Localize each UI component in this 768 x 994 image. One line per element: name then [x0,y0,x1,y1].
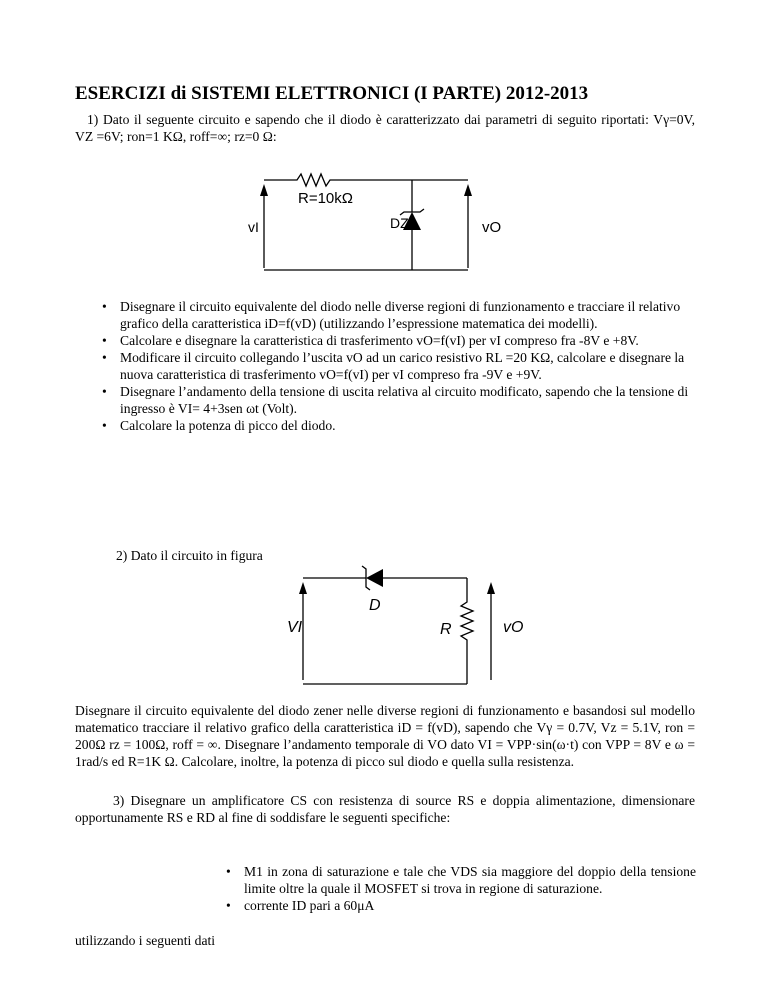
list-item: • Disegnare l’andamento della tensione di uscita relativa al circuito modificato, sapendo che la tensione di ingresso è VI= 4+3sen ωt (Volt). [100,383,690,417]
list-item: • M1 in zona di saturazione e tale che VDS sia maggiore del doppio della tensione limite oltre la quale il MOSFET si trova in regione di saturazione. [224,863,696,897]
output-voltage-label: vO [482,219,502,236]
diode-label: D [369,597,381,614]
circuit-2-diagram [285,560,545,690]
exercise-3-specs [224,863,696,914]
list-item: • Calcolare la potenza di picco del diodo. [100,417,690,434]
resistor-label: R=10kΩ [298,190,353,207]
page-title: ESERCIZI di SISTEMI ELETTRONICI (I PARTE) 2012-2013 [75,83,589,104]
exercise-1-intro: 1) Dato il seguente circuito e sapendo che il diodo è caratterizzato dai parametri di seguito riportati: Vγ=0V, VZ =6V; ron=1 KΩ, roff=∞; rz=0 Ω: [75,112,695,144]
exercise-2-body: Disegnare il circuito equivalente del diodo zener nelle diverse regioni di funzionamento e basandosi sul modello matematico tracciare il relativo grafico della caratteristica iD = f(vD), sapendo che Vγ = 0.7V, Vz = 5.1V, ron = 200Ω rz = 100Ω, roff = ∞. Disegnare l’andamento temporale di VO dato VI = VPP·sin(ω·t) con VPP = 8V e ω = 1rad/s ed R=1K Ω. Calcolare, inoltre, la potenza di picco sul diodo e quella sulla resistenza. [75,703,695,769]
exercise-1-tasks [100,298,690,434]
zener-label: DZ [390,215,409,231]
resistor-label: R [440,621,452,638]
list-item: • corrente ID pari a 60μA [224,897,696,914]
exercise-3-intro: 3) Disegnare un amplificatore CS con resistenza di source RS e doppia alimentazione, dimensionare opportunamente RS e RD al fine di soddisfare le seguenti specifiche: [75,793,695,825]
output-voltage-label: vO [503,619,524,636]
list-item: • Modificare il circuito collegando l’uscita vO ad un carico resistivo RL =20 KΩ, calcolare e disegnare la nuova caratteristica di trasferimento vO=f(vI) per vI compreso fra -9V e +9V. [100,349,690,383]
input-voltage-label: VI [287,619,303,636]
list-item: • Calcolare e disegnare la caratteristica di trasferimento vO=f(vI) per vI compreso fra -8V e +8V. [100,332,690,349]
circuit-1-diagram [230,160,530,280]
exercise-3-footer: utilizzando i seguenti dati [75,933,216,948]
input-voltage-label: vI [248,219,259,235]
list-item: • Disegnare il circuito equivalente del diodo nelle diverse regioni di funzionamento e tracciare il relativo grafico della caratteristica iD=f(vD) (utilizzando l’espressione matematica dei modelli). [100,298,690,332]
exercise-2-intro: 2) Dato il circuito in figura [116,548,263,563]
